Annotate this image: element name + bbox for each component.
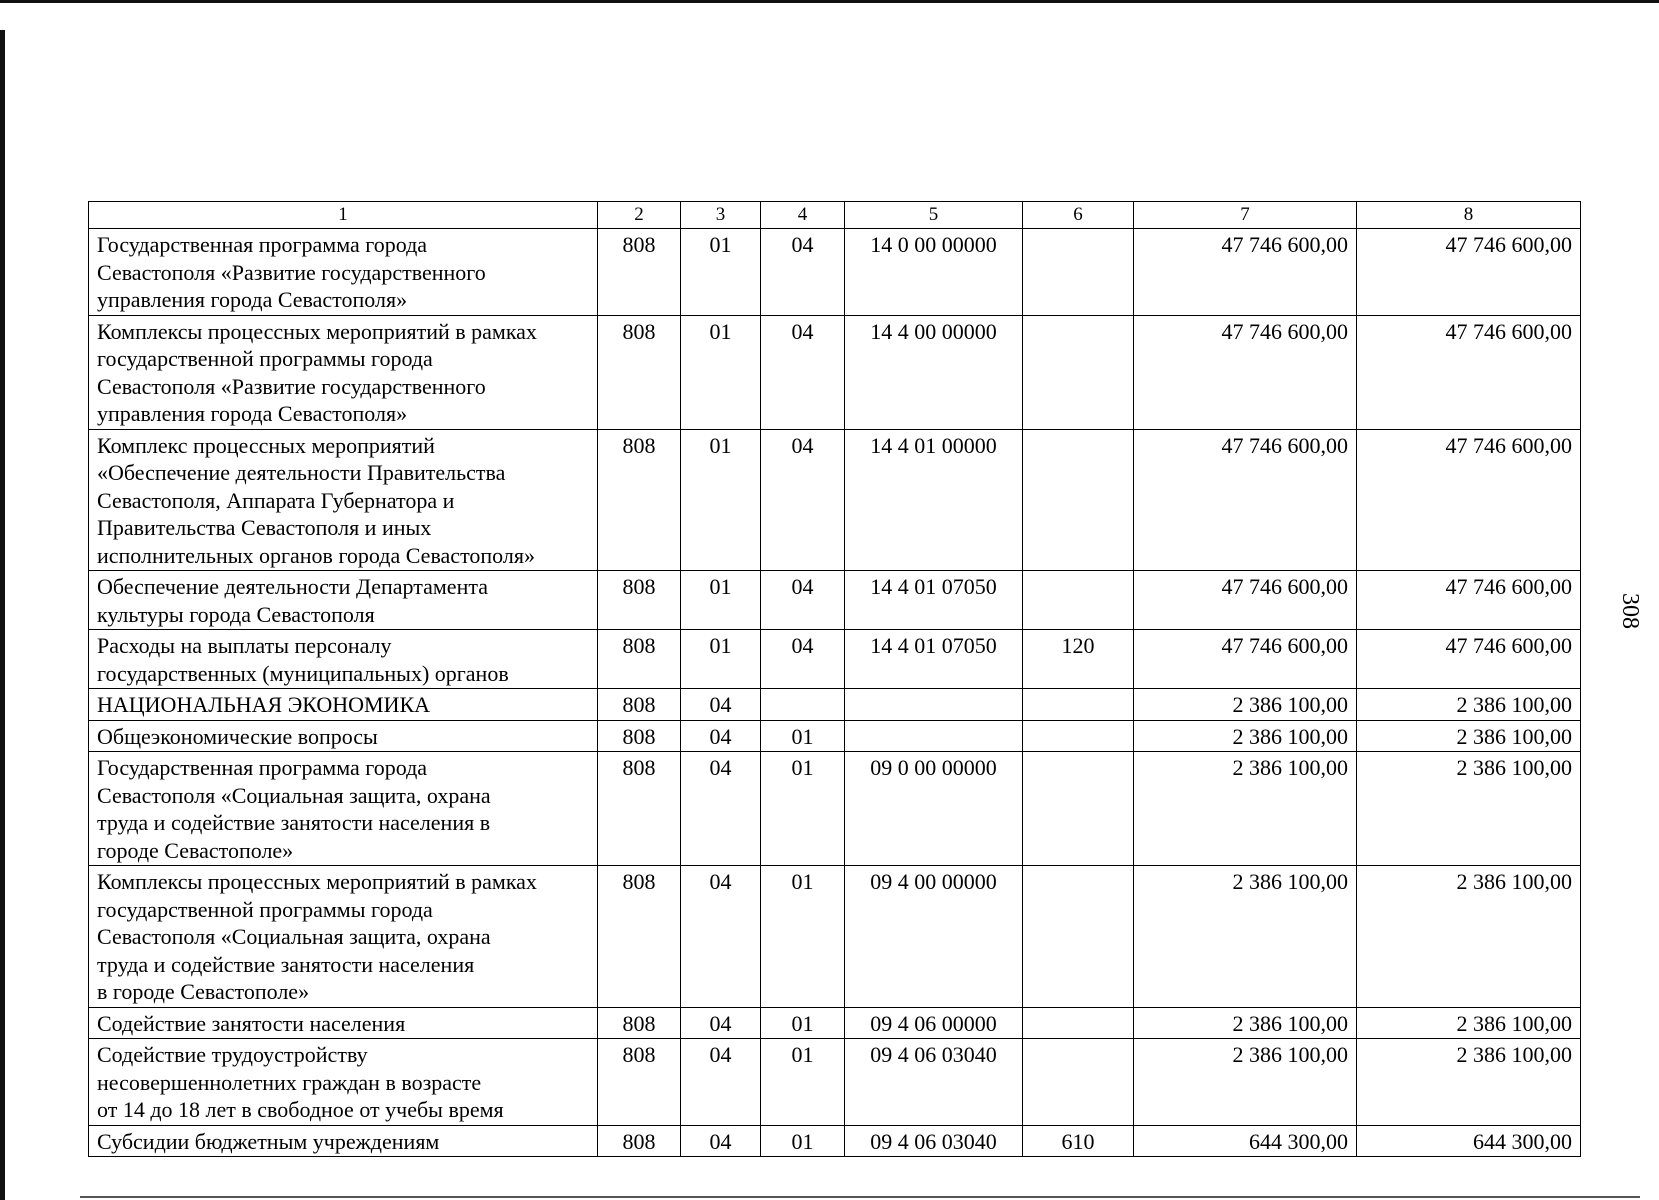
amount-col-8: 2 386 100,00: [1357, 720, 1581, 752]
ministry-code: 808: [598, 689, 681, 721]
amount-col-7: 2 386 100,00: [1134, 866, 1357, 1008]
subsection-code: 01: [761, 1039, 845, 1126]
page-number: 308: [1617, 593, 1643, 629]
amount-col-8: 47 746 600,00: [1357, 429, 1581, 571]
target-article-code: 14 4 01 00000: [845, 429, 1023, 571]
amount-col-7: 2 386 100,00: [1134, 689, 1357, 721]
subsection-code: 01: [761, 866, 845, 1008]
ministry-code: 808: [598, 429, 681, 571]
item-name: Обеспечение деятельности Департамента культуры города Севастополя: [89, 571, 598, 630]
amount-col-7: 47 746 600,00: [1134, 571, 1357, 630]
scan-edge-top: [0, 0, 1659, 3]
ministry-code: 808: [598, 1007, 681, 1039]
item-name: Субсидии бюджетным учреждениям: [89, 1125, 598, 1157]
target-article-code: 09 4 00 00000: [845, 866, 1023, 1008]
column-number: 1: [89, 202, 598, 229]
amount-col-7: 47 746 600,00: [1134, 630, 1357, 689]
ministry-code: 808: [598, 229, 681, 316]
ministry-code: 808: [598, 720, 681, 752]
ministry-code: 808: [598, 752, 681, 866]
amount-col-8: 2 386 100,00: [1357, 1007, 1581, 1039]
amount-col-8: 2 386 100,00: [1357, 866, 1581, 1008]
table-row: [89, 429, 1581, 571]
column-number: 5: [845, 202, 1023, 229]
section-code: 04: [681, 1039, 761, 1126]
section-code: 04: [681, 866, 761, 1008]
target-article-code: 09 4 06 03040: [845, 1125, 1023, 1157]
subsection-code: 01: [761, 1007, 845, 1039]
section-code: 04: [681, 1125, 761, 1157]
target-article-code: 09 0 00 00000: [845, 752, 1023, 866]
column-number: 4: [761, 202, 845, 229]
column-number: 7: [1134, 202, 1357, 229]
item-name: Комплексы процессных мероприятий в рамках государственной программы города Севастополя «Социальная защита, охрана труда и содействие занятости населения в городе Севастополе»: [89, 866, 598, 1008]
expense-type-code: [1023, 689, 1134, 721]
table-row: [89, 720, 1581, 752]
amount-col-8: 2 386 100,00: [1357, 689, 1581, 721]
expense-type-code: [1023, 720, 1134, 752]
target-article-code: 09 4 06 03040: [845, 1039, 1023, 1126]
column-number: 2: [598, 202, 681, 229]
expense-type-code: [1023, 752, 1134, 866]
table-row: [89, 1039, 1581, 1126]
target-article-code: 14 4 01 07050: [845, 571, 1023, 630]
table-row: [89, 866, 1581, 1008]
subsection-code: 01: [761, 752, 845, 866]
expense-type-code: [1023, 229, 1134, 316]
target-article-code: 14 4 01 07050: [845, 630, 1023, 689]
expense-type-code: [1023, 429, 1134, 571]
target-article-code: 09 4 06 00000: [845, 1007, 1023, 1039]
target-article-code: 14 0 00 00000: [845, 229, 1023, 316]
section-code: 04: [681, 720, 761, 752]
table-row: [89, 315, 1581, 429]
amount-col-8: 47 746 600,00: [1357, 229, 1581, 316]
target-article-code: [845, 720, 1023, 752]
table-row: [89, 752, 1581, 866]
subsection-code: 01: [761, 720, 845, 752]
expense-type-code: 610: [1023, 1125, 1134, 1157]
amount-col-7: 47 746 600,00: [1134, 315, 1357, 429]
table-row: [89, 229, 1581, 316]
ministry-code: 808: [598, 571, 681, 630]
table-row: [89, 571, 1581, 630]
subsection-code: [761, 689, 845, 721]
table-row: [89, 1007, 1581, 1039]
section-code: 01: [681, 315, 761, 429]
subsection-code: 04: [761, 571, 845, 630]
item-name: Расходы на выплаты персоналу государственных (муниципальных) органов: [89, 630, 598, 689]
subsection-code: 04: [761, 315, 845, 429]
section-code: 04: [681, 689, 761, 721]
section-code: 01: [681, 429, 761, 571]
table-row: [89, 689, 1581, 721]
subsection-code: 04: [761, 229, 845, 316]
item-name: Государственная программа города Севастополя «Социальная защита, охрана труда и содействие занятости населения в городе Севастополе»: [89, 752, 598, 866]
table-body: [89, 229, 1581, 1157]
expense-type-code: [1023, 315, 1134, 429]
expense-type-code: [1023, 866, 1134, 1008]
ministry-code: 808: [598, 1039, 681, 1126]
amount-col-7: 2 386 100,00: [1134, 1039, 1357, 1126]
expense-type-code: [1023, 1039, 1134, 1126]
item-name: Государственная программа города Севастополя «Развитие государственного управления города Севастополя»: [89, 229, 598, 316]
table-row: [89, 1125, 1581, 1157]
section-code: 01: [681, 571, 761, 630]
item-name: Комплексы процессных мероприятий в рамках государственной программы города Севастополя «Развитие государственного управления города Севастополя»: [89, 315, 598, 429]
table-row: [89, 630, 1581, 689]
target-article-code: 14 4 00 00000: [845, 315, 1023, 429]
item-name: Содействие занятости населения: [89, 1007, 598, 1039]
amount-col-8: 47 746 600,00: [1357, 571, 1581, 630]
column-number: 6: [1023, 202, 1134, 229]
amount-col-7: 2 386 100,00: [1134, 752, 1357, 866]
column-number: 3: [681, 202, 761, 229]
budget-table: [88, 201, 1581, 1157]
ministry-code: 808: [598, 315, 681, 429]
subsection-code: 04: [761, 630, 845, 689]
column-number-row: [89, 202, 1581, 229]
section-code: 04: [681, 752, 761, 866]
amount-col-7: 644 300,00: [1134, 1125, 1357, 1157]
subsection-code: 01: [761, 1125, 845, 1157]
amount-col-7: 2 386 100,00: [1134, 1007, 1357, 1039]
ministry-code: 808: [598, 1125, 681, 1157]
scan-edge-left: [0, 30, 5, 1200]
amount-col-7: 2 386 100,00: [1134, 720, 1357, 752]
column-number: 8: [1357, 202, 1581, 229]
section-code: 04: [681, 1007, 761, 1039]
section-code: 01: [681, 630, 761, 689]
amount-col-8: 47 746 600,00: [1357, 630, 1581, 689]
expense-type-code: [1023, 571, 1134, 630]
subsection-code: 04: [761, 429, 845, 571]
amount-col-8: 644 300,00: [1357, 1125, 1581, 1157]
amount-col-7: 47 746 600,00: [1134, 429, 1357, 571]
amount-col-8: 2 386 100,00: [1357, 1039, 1581, 1126]
item-name: Содействие трудоустройству несовершеннолетних граждан в возрасте от 14 до 18 лет в свободное от учебы время: [89, 1039, 598, 1126]
target-article-code: [845, 689, 1023, 721]
expense-type-code: 120: [1023, 630, 1134, 689]
expense-type-code: [1023, 1007, 1134, 1039]
item-name: НАЦИОНАЛЬНАЯ ЭКОНОМИКА: [89, 689, 598, 721]
scan-edge-bottom: [80, 1196, 1640, 1198]
ministry-code: 808: [598, 630, 681, 689]
amount-col-8: 2 386 100,00: [1357, 752, 1581, 866]
item-name: Комплекс процессных мероприятий «Обеспечение деятельности Правительства Севастополя, Аппарата Губернатора и Правительства Севастополя и иных исполнительных органов города Севастополя»: [89, 429, 598, 571]
section-code: 01: [681, 229, 761, 316]
amount-col-7: 47 746 600,00: [1134, 229, 1357, 316]
item-name: Общеэкономические вопросы: [89, 720, 598, 752]
amount-col-8: 47 746 600,00: [1357, 315, 1581, 429]
ministry-code: 808: [598, 866, 681, 1008]
